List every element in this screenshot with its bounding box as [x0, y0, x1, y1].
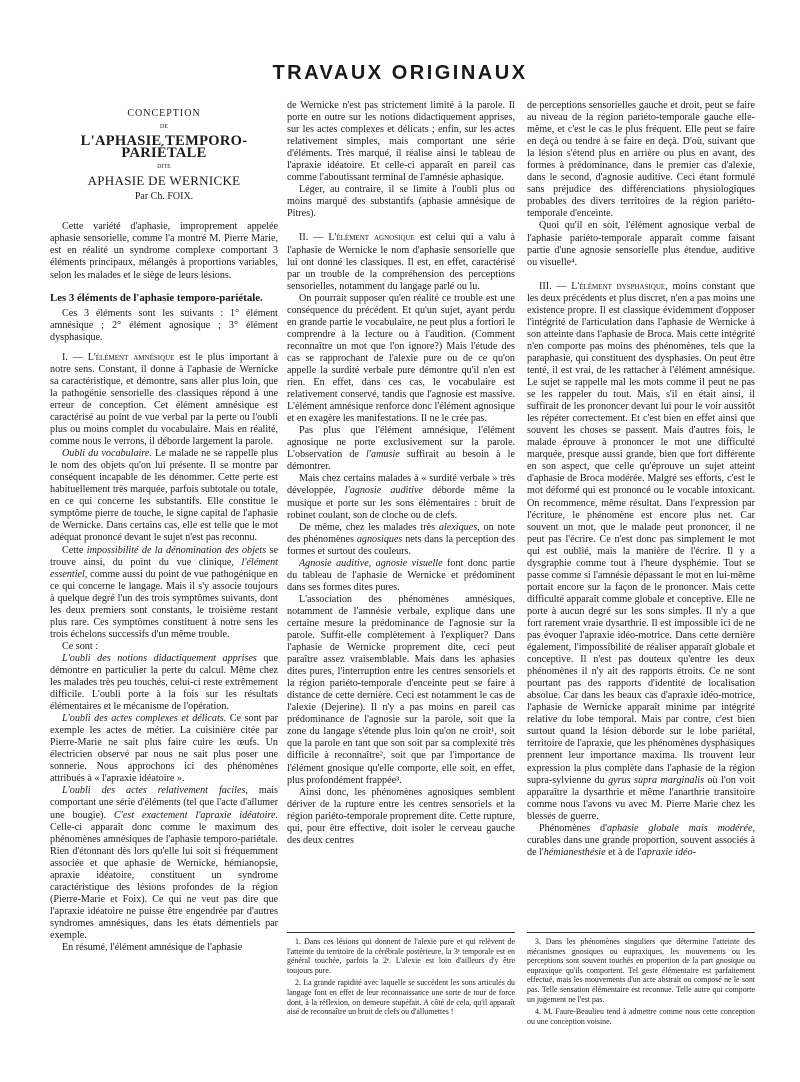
- footnote-divider: [287, 932, 515, 933]
- paragraph: Léger, au contraire, il se limite à l'oubli plus ou moins marqué des substantifs (aphasie amnésique de Pitres).: [287, 184, 515, 220]
- article-dite: DITE: [157, 164, 171, 171]
- paragraph: Mais chez certains malades à « surdité verbale » très développée, l'agnosie auditive déborde même la musique et porte sur les sons élémentaires : bruit de robinet coulant, son de cloche ou de clefs.: [287, 473, 516, 521]
- article-de: DE: [160, 124, 168, 131]
- paragraph: Ce sont :: [62, 640, 99, 652]
- paragraph: II. — L'élément agnosique est celui qui a valu à l'aphasie de Wernicke le nom d'aphasie sensorielle que lui ont donné les classiques. Il est, en effet, caractérisé par un trouble de la compréhension des perceptions sensorielles, notamment du langage parlé ou lu.: [287, 232, 515, 292]
- article-subtitle: APHASIE DE WERNICKE: [87, 173, 241, 189]
- paragraph: En résumé, l'élément amnésique de l'aphasie: [62, 942, 243, 954]
- paragraph: De même, chez les malades très alexiques, on note des phénomènes agnosiques nets dans la perception des formes et surtout des couleurs.: [287, 521, 516, 557]
- paragraph: L'association des phénomènes amnésiques, notamment de l'amnésie verbale, explique dans une certaine mesure la prédominance de l'agnosie sur la parole. Suffit-elle complètement à l'expliquer? Dans l'aphasie de Wernicke proprement dite, ceci peut paraître assez vraisemblable. Mais dans les aphasies dites pures, l'interruption entre les centres sensoriels et la région pariéto-temporale d'enceinte peut se faire à distance de cette dernière. Ceci est notamment le cas de l'alexie (Dejerine). Il n'y a pas moins en pareil cas prédominance de l'agnosie sur la parole, soit que la zone du langage s'étende plus loin qu'on ne croit¹, soit que la parole en tant que son soit par sa complexité très difficile à reconnaître², soit que par l'importance de l'élément gnosique qu'elle comporte, elle soit, en effet, plus profondément frappée³.: [287, 593, 515, 786]
- article-title: L'APHASIE TEMPORO-PARIÉTALE: [80, 133, 248, 162]
- paragraph: Pas plus que l'élément amnésique, l'élément agnosique ne porte exclusivement sur la parole. L'observation de l'amusie suffirait au besoin à le démontrer.: [287, 425, 515, 473]
- section-heading: Les 3 éléments de l'aphasie temporo-pariétale.: [50, 291, 263, 304]
- section-header: TRAVAUX ORIGINAUX: [272, 62, 528, 84]
- paragraph: Agnosie auditive, agnosie visuelle font donc partie du tableau de l'aphasie de Wernicke et prédominent dans ses formes dites pures.: [287, 557, 516, 593]
- element-label: I. — L'élément amnésique: [62, 351, 175, 363]
- paragraph: L'oubli des actes relativement faciles, mais comportant une série d'éléments (tel que l'acte d'allumer une bougie). C'est exactement l'apraxie idéatoire. Celle-ci apparaît donc comme le maximum des phénomènes amnésiques de l'aphasie temporo-pariétale. Rien d'étonnant dès lors qu'elle lui soit si fréquemment associée et que aphasie de Wernicke, hémianopsie, apraxie idéatoire, constituent un syndrome caractéristique des lésions profondes de la région (Pierre-Marie et Foix). Ce qui ne veut pas dire que l'apraxie idéatoire ne puisse être engendrée par d'autres syndromes amnésiques, dans les états démentiels par exemple.: [50, 785, 278, 941]
- footnote: 3. Dans les phénomènes singuliers que détermine l'atteinte des mécanismes gnosiques ou eupraxiques, les mouvements ou les perceptions sont souvent touchés en proportion de la part gnosique ou eupraxique qu'ils comportent. Tel geste élémentaire est parfaitement effectué, mais les mouvements d'un acte abstrait ou composé ne le sont pas. Telle sensation élémentaire est reconnue. Telle autre qui comporte un jugement ne l'est pas.: [527, 937, 755, 1004]
- article-kicker: CONCEPTION: [127, 108, 201, 119]
- paragraph: de Wernicke n'est pas strictement limité à la parole. Il porte en outre sur les notions didactiquement apprises, sur les actes complexes et délicats ; enfin, sur les actes relativement simples, mais comportant une série d'éléments. Très marqué, il réalise ainsi le tableau de l'apraxie idéatoire. Et celle-ci apparaît en pareil cas comme l'aboutissant terminal de l'amnésie aphasique.: [287, 100, 515, 184]
- paragraph: Phénomènes d'aphasie globale mais modérée, curables dans une grande proportion, souvent associés à de l'hémianesthésie et à de l'apraxie idéo-: [527, 822, 755, 858]
- footnote-divider: [527, 932, 755, 933]
- footnotes-left: [287, 937, 515, 1020]
- column-2: [287, 100, 515, 847]
- paragraph: III. — L'élément dysphasique, moins constant que les deux précédents et plus discret, n'en a pas moins une existence propre. Il est classique évidemment d'opposer l'intégrité de l'articulation dans l'aphasie de Wernicke à son atteinte dans l'aphasie de Broca. Mais cette intégrité n'en comporte pas moins des phénomènes, tels que la paraphasie, qui constituent des dysphasies. On peut être tenté, il est vrai, de les rattacher à l'élément amnésique. Le sujet se rappelle mal les mots comme il peut ne pas se les rappeler du tout. Mais, s'il en était ainsi, il suffirait de les prononcer devant lui pour le voir aussitôt les répéter correctement. Et c'est bien en effet ainsi que souvent les choses se passent. Mais d'autres fois, le malade éprouve à prononcer le mot une difficulté marquée, presque aussi grande, bien que fort différente en son aspect, que celle qu'éprouve un sujet atteint d'aphasie de Broca modérée. Malgré ses efforts, c'est le mot déformé qui est prononcé ou le vocable intoxicant. On recommence, même résultat. Dans l'expression par l'écriture, le phénomène est encore plus net. Car souvent un mot, que le malade peut prononcer, il ne peut pas l'écrire. Ce n'est donc pas simplement le mot qui est oublié, mais la manière de l'écrire. Il y a dysgraphie comme tout à l'heure dysphémie. Tout se passe comme si l'amnésie dépassant le mot en lui-même portait encore sur la façon de le prononcer. Mais cette difficulté apparaît comme globale et conceptive. Elle ne porte à aucun degré sur les sons simples. Il n'y a que fort rarement vraie dysarthrie. Il est impossible ici de ne pas évoquer l'apraxie idéo-motrice. Dans cette dernière également, l'impossibilité de réaliser apparaît globale et conceptive. Il n'est pas douteux qu'entre les deux phénomènes il n'y ait des rapports étroits. Ce ne sont pourtant pas des rapports d'identité de localisation absolue. Car dans les beaux cas d'apraxie idéo-motrice, l'aphasie de Wernicke apparaît minime par intégrité relative du lobe temporal. Mais par contre, c'est bien surtout quand la lésion déborde sur le lobe pariétal, territoire de l'apraxie, que les phénomènes dysphasiques prennent leur importance maxima. Ils trouvent leur expression la plus complète dans l'aphasie de la région supra-sylvienne du gyrus supra marginalis où l'on voit apparaître la dysarthrie et même l'anarthrie transitoire comme nous l'avons vu avec M. Pierre Marie chez les blessés de guerre.: [527, 280, 756, 822]
- column-1: [50, 100, 278, 954]
- paragraph: On pourrait supposer qu'en réalité ce trouble est une conséquence du précédent. Et qu'un sujet, ayant perdu en grande partie le vocabulaire, ne peut plus a fortiori le comprendre à la lecture ou à l'audition. (Comment reconnaître un mot que l'on ignore?) Mais l'étude des cas se rapprochant de l'alexie pure ou de ce qu'on appelle la surdité verbale pure démontre qu'il n'en est rien. En effet, dans ces cas, le vocabulaire est relativement conservé, tandis que l'agnosie est massive. L'élément amnésique renforce donc l'élément agnosique et en exagère les manifestations. Il ne le crée pas.: [287, 292, 515, 425]
- element-label: III. — L'élément dysphasique: [539, 280, 666, 292]
- paragraph: Oubli du vocabulaire. Le malade ne se rappelle plus le nom des objets qu'on lui présente. Il se montre par conséquent incapable de les dénommer. Cette perte est habituellement très marquée, parfois subtotale ou totale, en ce qui concerne les substantifs. Elle constitue le symptôme pierre de touche, le signe capital de l'aphasie de Wernicke. Dans certains cas, elle est telle que le mot adéquat prononcé devant le sujet n'est pas reconnu.: [50, 448, 278, 544]
- article-author: Par Ch. FOIX.: [134, 191, 194, 203]
- paragraph: Ainsi donc, les phénomènes agnosiques semblent dériver de la rupture entre les centres sensoriels et la région pariéto-temporale proprement dite. Cette rupture, qui, pour être effective, doit isoler le cerveau gauche des deux centres: [287, 786, 516, 846]
- paragraph: L'oubli des notions didactiquement apprises que démontre en particulier la perte du calcul. Même chez les malades très peu touchés, celui-ci reste extrêmement difficile. L'oubli porte à la fois sur les résultats élémentaires et le mécanisme de l'opération.: [50, 652, 278, 713]
- paragraph: I. — L'élément amnésique est le plus important à notre sens. Constant, il donne à l'aphasie de Wernicke sa caractéristique, et démontre, sans aller plus loin, que la pathogénie sensorielle des classiques répond à une erreur de conception. Cet élément amnésique est caractérisé au point de vue verbal par la perte ou l'oubli plus ou moins complet du vocabulaire. Mais en réalité, comme nous le verrons, il déborde largement la parole.: [50, 351, 279, 448]
- element-label: II. — L'élément agnosique: [299, 232, 415, 244]
- article-title-block: [50, 108, 278, 203]
- footnote: 4. M. Faure-Beaulieu tend à admettre comme nous cette conception ou une conception voisine.: [527, 1007, 755, 1026]
- intro-paragraph: Cette variété d'aphasie, improprement appelée aphasie sensorielle, comme l'a montré M. Pierre Marie, est en réalité un syndrome complexe comportant 3 éléments principaux, mélangés à proportions variables, selon les malades et le siège de leurs lésions.: [50, 221, 278, 281]
- paragraph: Cette impossibilité de la dénomination des objets se trouve ainsi, du point du vue clinique, l'élément essentiel, comme aussi du point de vue pathogénique en ce qui concerne le langage. Mais il s'y associe toujours à quelque degré l'un des trois symptômes suivants, dont les deux premiers sont constants, le troisième restant plus rare. Ces symptômes constituent à notre sens les trois échelons successifs d'un même trouble.: [50, 544, 278, 640]
- column-3: [527, 100, 755, 859]
- paragraph: Quoi qu'il en soit, l'élément agnosique verbal de l'aphasie pariéto-temporale apparaît comme faisant partie d'une agnosie sensorielle plus étendue, auditive ou visuelle⁴.: [527, 220, 755, 268]
- footnote: 2. La grande rapidité avec laquelle se succèdent les sons articulés du langage font en effet de leur reconnaissance une sorte de tour de force dont, à la réflexion, on demeure stupéfait. A côté de cela, qu'il apparaît aisé de reconnaître un bruit de clefs ou d'allumettes !: [287, 978, 515, 1017]
- paragraph: L'oubli des actes complexes et délicats. Ce sont par exemple les actes de métier. La cuisinière citée par Pierre-Marie ne sait plus faire cuire les œufs. Un électricien observé par nous ne sait plus poser une sonnerie. Nous approchons ici des phénomènes attribués à « l'apraxie idéatoire ».: [50, 713, 278, 785]
- paragraph: de perceptions sensorielles gauche et droit, peut se faire au niveau de la région pariéto-temporale gauche elle-même, et c'est le cas le plus fréquent. Elle peut se faire en deçà ou tendre à se faire en deçà. D'où, suivant que la lésion s'étend plus en arrière ou plus en avant, des formes à prédominance, dans le premier cas d'alexie, dans le second, d'agnosie auditive. Ceci étant formulé sans préjudice des différenciations physiologiques probables des divers territoires de la région pariéto-temporale d'enceinte.: [527, 100, 755, 220]
- footnote: 1. Dans ces lésions qui donnent de l'alexie pure et qui relèvent de l'atteinte du territoire de la cérébrale postérieure, la 3ᵉ temporale est en général touchée, parfois la 2ᵉ. L'alexie est loin d'ailleurs d'y être toujours pure.: [287, 937, 515, 975]
- elements-paragraph: Ces 3 éléments sont les suivants : 1° élément amnésique ; 2° élément agnosique ; 3° élément dysphasique.: [50, 307, 278, 343]
- footnotes-right: [527, 937, 755, 1029]
